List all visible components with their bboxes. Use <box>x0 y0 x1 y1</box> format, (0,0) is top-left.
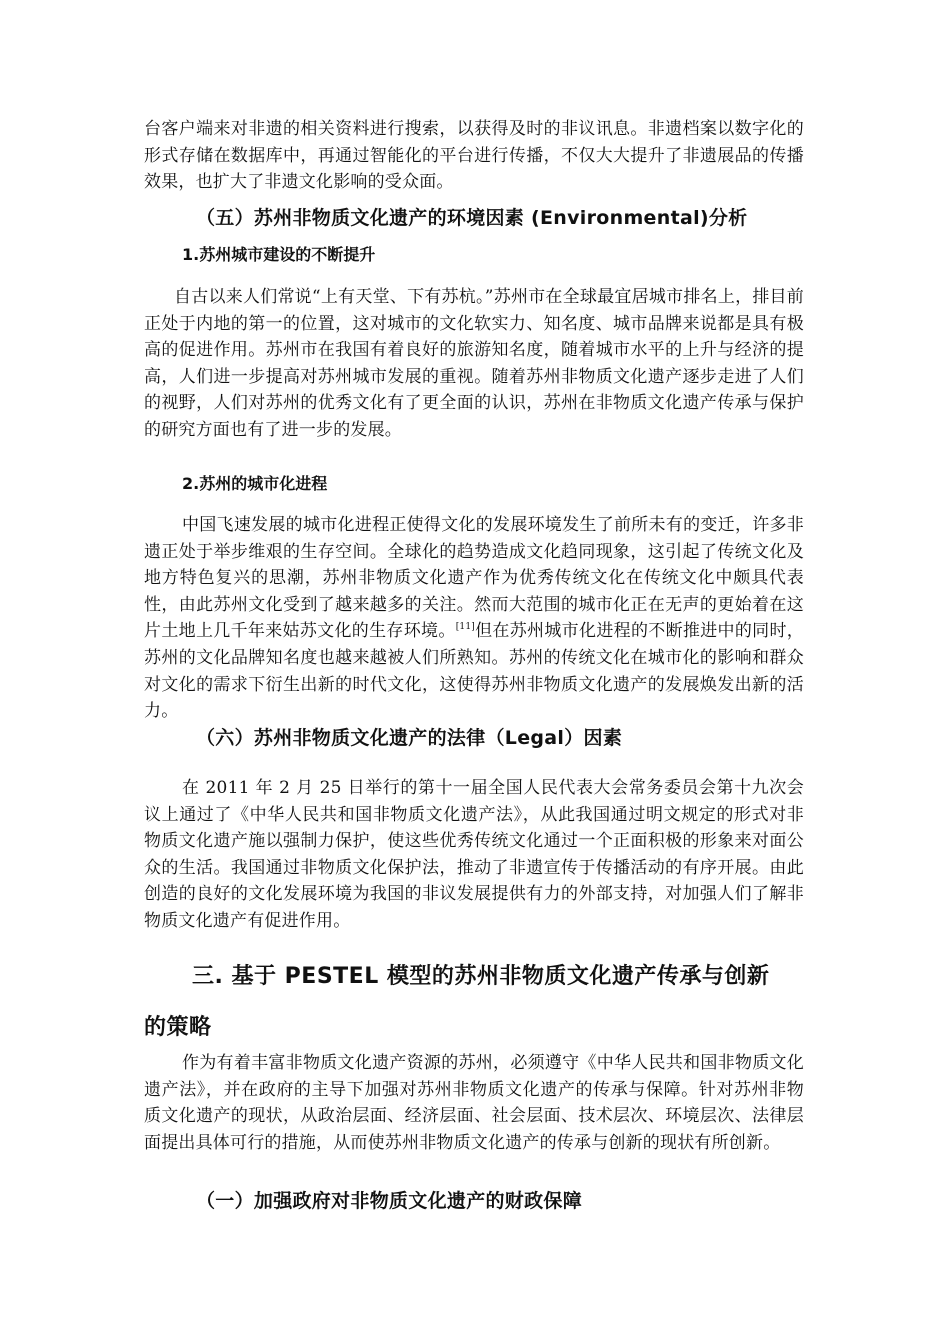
subheading-city-construction: 1.苏州城市建设的不断提升 <box>182 245 376 264</box>
subheading-urbanization: 2.苏州的城市化进程 <box>182 474 328 493</box>
citation-reference: [11] <box>455 622 475 633</box>
chapter-title-line1: 三. 基于 PESTEL 模型的苏州非物质文化遗产传承与创新 <box>192 964 770 989</box>
heading-legal-factors: （六）苏州非物质文化遗产的法律（Legal）因素 <box>196 727 623 749</box>
paragraph-digital-archive: 台客户端来对非遗的相关资料进行搜索，以获得及时的非议讯息。非遗档案以数字化的形式存储在数据库中，再通过智能化的平台进行传播，不仅大大提升了非遗展品的传播效果，也扩大了非遗文化影响的受众面。 <box>144 119 804 193</box>
paragraph-urbanization <box>144 512 804 725</box>
heading-environmental-factors: （五）苏州非物质文化遗产的环境因素 (Environmental)分析 <box>196 207 748 229</box>
paragraph-urbanization-part1: 中国飞速发展的城市化进程正使得文化的发展环境发生了前所未有的变迁，许多非遗正处于举步维艰的生存空间。全球化的趋势造成文化趋同现象，这引起了传统文化及地方特色复兴的思潮，苏州非物质文化遗产作为优秀传统文化在传统文化中颇具代表性，由此苏州文化受到了越来越多的关注。然而大范围的城市化正在无声的更始着在这片土地上几千年来姑苏文化的生存环境。 <box>144 515 804 642</box>
paragraph-urbanization-part2: 但在苏州城市化进程的不断推进中的同时，苏州的文化品牌知名度也越来越被人们所熟知。苏州的传统文化在城市化的影响和群众对文化的需求下衍生出新的时代文化，这使得苏州非物质文化遗产的发展焕发出新的活力。 <box>144 621 804 722</box>
paragraph-city-construction: 自古以来人们常说“上有天堂、下有苏杭。”苏州市在全球最宜居城市排名上，排目前正处于内地的第一的位置，这对城市的文化软实力、知名度、城市品牌来说都是具有极高的促进作用。苏州市在我国有着良好的旅游知名度，随着城市水平的上升与经济的提高，人们进一步提高对苏州城市发展的重视。随着苏州非物质文化遗产逐步走进了人们的视野，人们对苏州的优秀文化有了更全面的认识，苏州在非物质文化遗产传承与保护的研究方面也有了进一步的发展。 <box>144 287 804 440</box>
paragraph-strategy-intro: 作为有着丰富非物质文化遗产资源的苏州，必须遵守《中华人民共和国非物质文化遗产法》，并在政府的主导下加强对苏州非物质文化遗产的传承与保障。针对苏州非物质文化遗产的现状，从政治层面、经济层面、社会层面、技术层次、环境层次、法律层面提出具体可行的措施，从而使苏州非物质文化遗产的传承与创新的现状有所创新。 <box>144 1053 804 1153</box>
chapter-title-line2: 的策略 <box>144 1015 212 1040</box>
paragraph-legal: 在 2011 年 2 月 25 日举行的第十一届全国人民代表大会常务委员会第十九次会议上通过了《中华人民共和国非物质文化遗产法》，从此我国通过明文规定的形式对非物质文化遗产施以强制力保护，使这些优秀传统文化通过一个正面积极的形象来对面公众的生活。我国通过非物质文化保护法，推动了非遗宣传于传播活动的有序开展。由此创造的良好的文化发展环境为我国的非议发展提供有力的外部支持，对加强人们了解非物质文化遗产有促进作用。 <box>144 778 804 931</box>
heading-government-support: （一）加强政府对非物质文化遗产的财政保障 <box>196 1190 583 1212</box>
